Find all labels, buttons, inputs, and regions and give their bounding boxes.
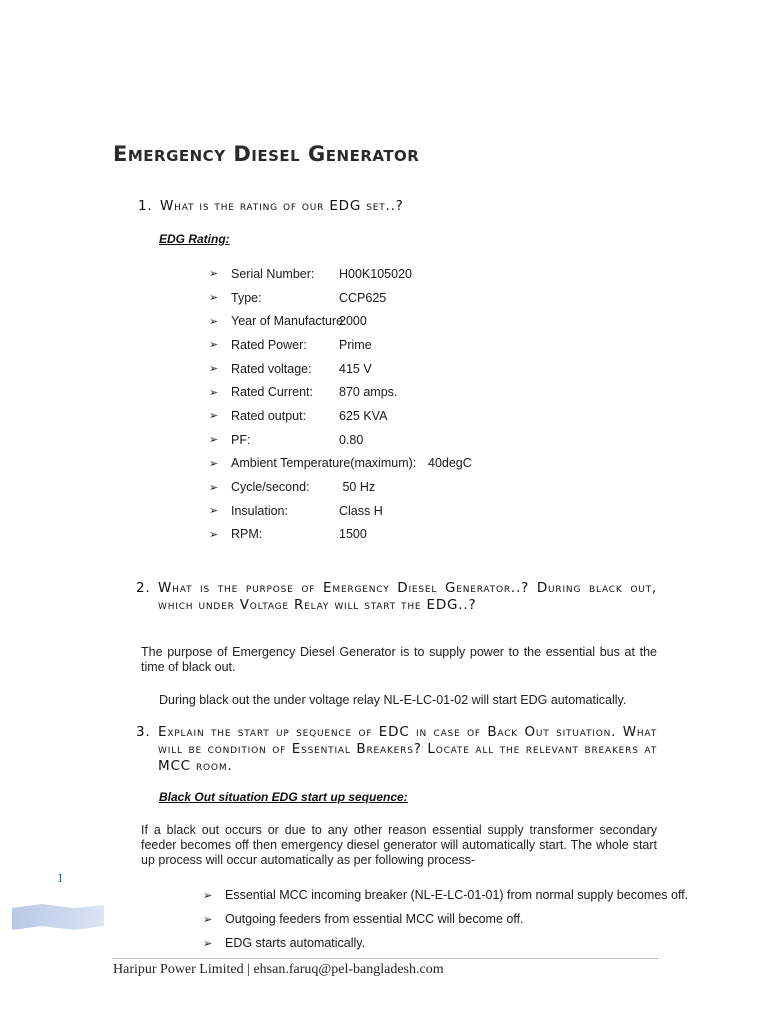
list-item <box>203 907 688 931</box>
spec-row <box>209 286 472 310</box>
arrow-bullet-icon: ➢ <box>209 481 219 494</box>
arrow-bullet-icon: ➢ <box>209 268 219 281</box>
spec-row <box>209 357 472 381</box>
spec-row <box>209 428 472 452</box>
spec-label: Rated voltage: <box>231 361 312 376</box>
spec-value: 1500 <box>339 527 367 542</box>
spec-value: 625 KVA <box>339 408 388 423</box>
step-text: Essential MCC incoming breaker (NL-E-LC-01-01) from normal supply becomes off. <box>225 888 689 902</box>
question-1-number: 1. <box>138 198 153 214</box>
spec-row <box>209 452 472 476</box>
spec-value: 0.80 <box>339 432 364 447</box>
spec-label: Insulation: <box>231 503 288 518</box>
relay-paragraph: During black out the under voltage relay NL-E-LC-01-02 will start EDG automatically. <box>159 693 627 707</box>
spec-row <box>209 333 472 357</box>
arrow-bullet-icon: ➢ <box>203 913 213 926</box>
spec-row <box>209 523 472 547</box>
blackout-paragraph: If a black out occurs or due to any other reason essential supply transformer secondary feeder becomes off then emergency diesel generator will automatically start. The whole start up process will occur automatically as per following process- <box>141 823 657 867</box>
arrow-bullet-icon: ➢ <box>209 505 219 518</box>
purpose-paragraph: The purpose of Emergency Diesel Generator is to supply power to the essential bus at the time of black out. <box>141 645 657 674</box>
spec-value: 40degC <box>428 456 472 471</box>
spec-value: CCP625 <box>339 290 387 305</box>
edg-rating-heading: EDG Rating: <box>159 232 230 246</box>
spec-label: Ambient Temperature(maximum): <box>231 456 417 471</box>
arrow-bullet-icon: ➢ <box>209 528 219 541</box>
spec-row <box>209 475 472 499</box>
arrow-bullet-icon: ➢ <box>209 457 219 470</box>
spec-label: RPM: <box>231 527 263 542</box>
question-3-number: 3. <box>136 724 151 740</box>
spec-label: PF: <box>231 432 251 447</box>
footer-divider <box>112 958 658 959</box>
question-2-number: 2. <box>136 580 151 596</box>
spec-label: Rated Current: <box>231 385 313 400</box>
arrow-bullet-icon: ➢ <box>203 889 213 902</box>
page-marker-decoration <box>12 904 104 930</box>
step-text: EDG starts automatically. <box>225 936 366 950</box>
spec-label: Rated output: <box>231 408 307 423</box>
spec-label: Type: <box>231 290 262 305</box>
spec-value: 50 Hz <box>339 480 376 495</box>
spec-value: Class H <box>339 503 383 518</box>
arrow-bullet-icon: ➢ <box>209 315 219 328</box>
question-1-text: What is the rating of our EDG set..? <box>160 198 404 214</box>
spec-row <box>209 499 472 523</box>
arrow-bullet-icon: ➢ <box>209 434 219 447</box>
spec-list <box>209 262 472 546</box>
spec-row <box>209 309 472 333</box>
spec-label: Year of Manufacture: <box>231 314 347 329</box>
document-title: Emergency Diesel Generator <box>113 142 420 166</box>
arrow-bullet-icon: ➢ <box>209 410 219 423</box>
arrow-bullet-icon: ➢ <box>209 363 219 376</box>
arrow-bullet-icon: ➢ <box>203 937 213 950</box>
arrow-bullet-icon: ➢ <box>209 339 219 352</box>
question-2 <box>136 580 657 614</box>
question-2-text: What is the purpose of Emergency Diesel Generator..? During black out, which under Voltage Relay will start the EDG..? <box>158 580 657 613</box>
page-number: 1 <box>57 870 64 885</box>
spec-value: 2000 <box>339 314 367 329</box>
spec-label: Cycle/second: <box>231 480 310 495</box>
list-item <box>203 883 688 907</box>
question-3-text: Explain the start up sequence of EDC in case of Back Out situation. What will be condition of Essential Breakers? Locate all the relevant breakers at MCC room. <box>158 724 657 774</box>
arrow-bullet-icon: ➢ <box>209 386 219 399</box>
step-text: Outgoing feeders from essential MCC will become off. <box>225 912 524 926</box>
question-3 <box>136 724 657 775</box>
question-1 <box>138 198 404 215</box>
footer-text: Haripur Power Limited | ehsan.faruq@pel-bangladesh.com <box>113 962 444 977</box>
spec-label: Rated Power: <box>231 337 307 352</box>
spec-value: 870 amps. <box>339 385 398 400</box>
startup-steps-list <box>203 883 688 955</box>
spec-value: Prime <box>339 337 372 352</box>
arrow-bullet-icon: ➢ <box>209 292 219 305</box>
spec-row <box>209 380 472 404</box>
spec-value: 415 V <box>339 361 372 376</box>
spec-value: H00K105020 <box>339 266 412 281</box>
blackout-sequence-heading: Black Out situation EDG start up sequence: <box>159 790 408 804</box>
spec-label: Serial Number: <box>231 266 315 281</box>
spec-row <box>209 262 472 286</box>
list-item <box>203 931 688 955</box>
spec-row <box>209 404 472 428</box>
